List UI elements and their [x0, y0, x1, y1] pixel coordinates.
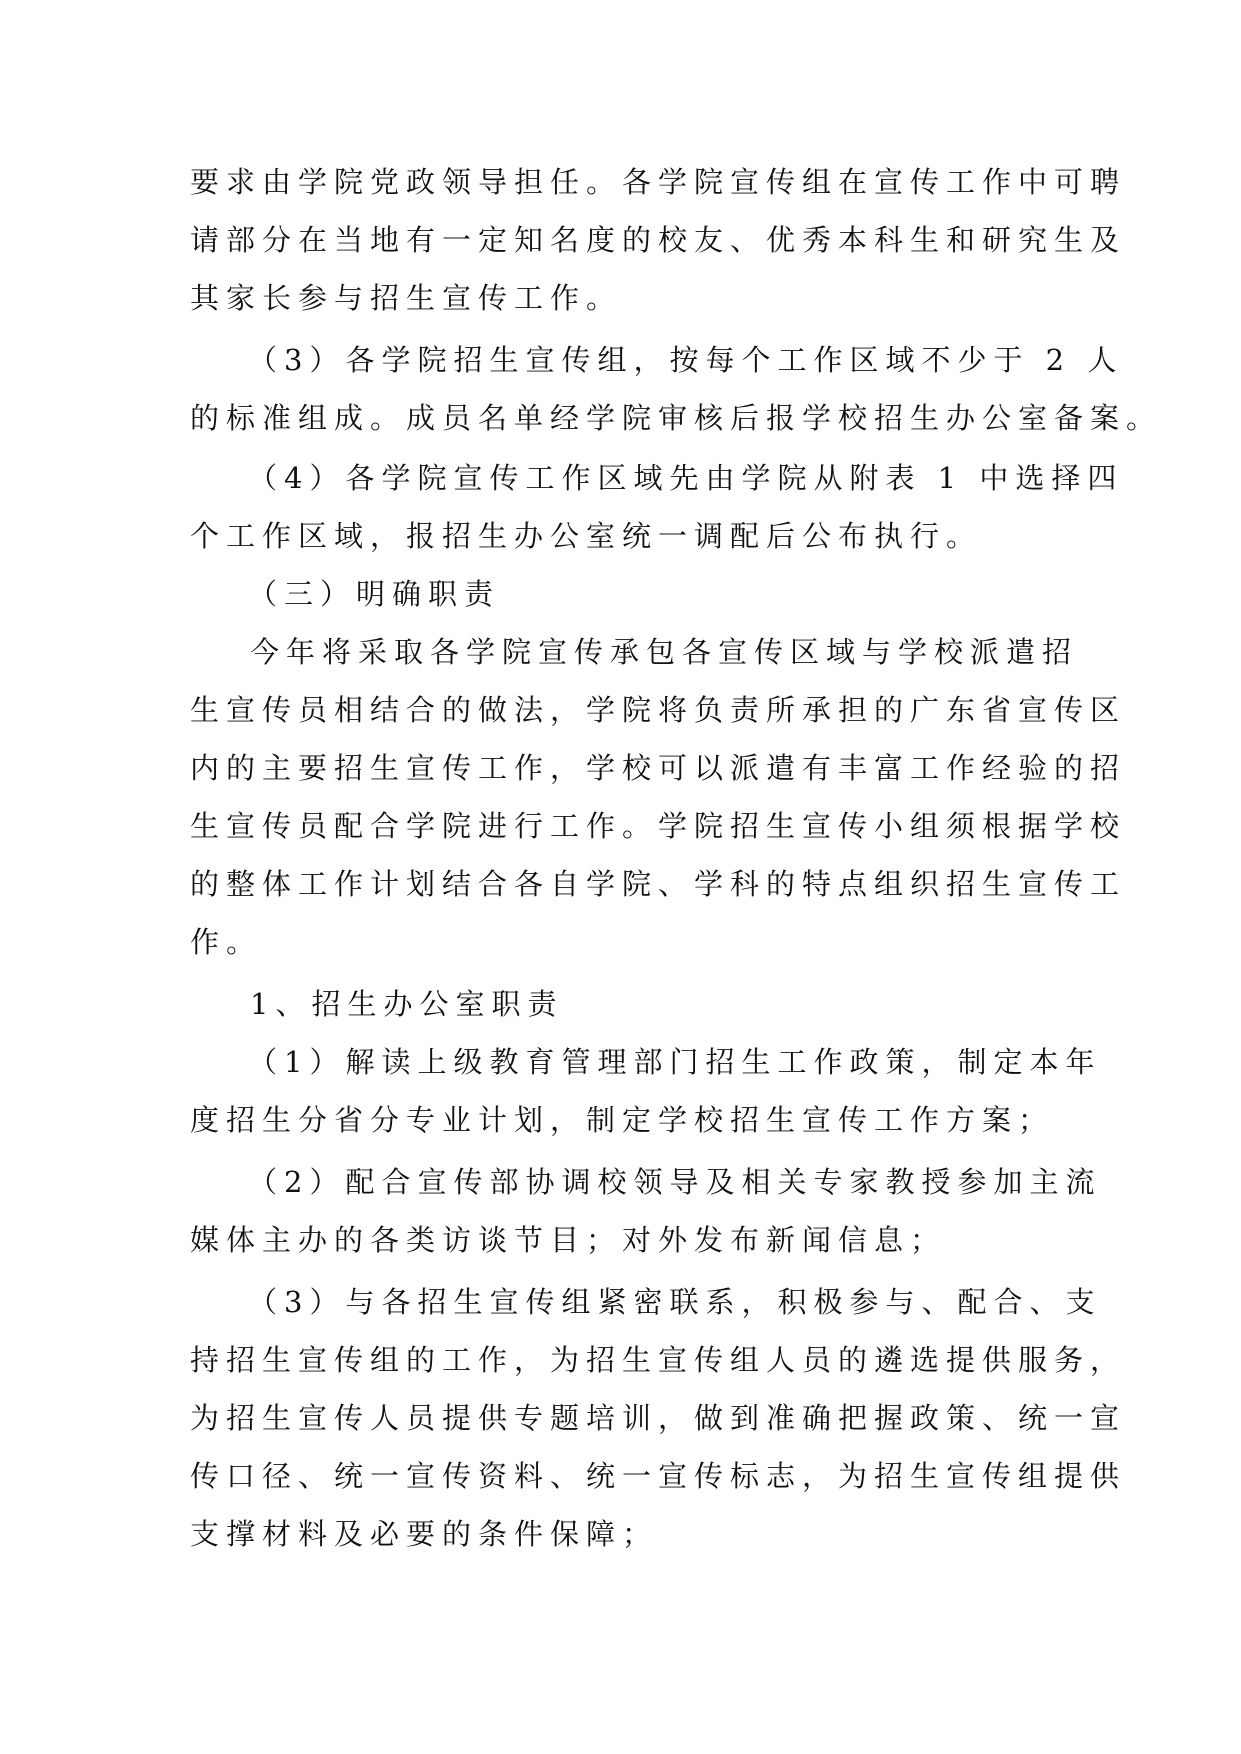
- section-heading: （三）明确职责: [248, 577, 501, 611]
- text-line: （4）各学院宣传工作区域先由学院从附表 1 中选择四: [248, 461, 1124, 495]
- text-line: 传口径、统一宣传资料、统一宣传标志，为招生宣传组提供: [190, 1459, 1127, 1493]
- text-line: 请部分在当地有一定知名度的校友、优秀本科生和研究生及: [190, 223, 1127, 257]
- text-line: 的标准组成。成员名单经学院审核后报学校招生办公室备案。: [190, 401, 1163, 435]
- text-line: 要求由学院党政领导担任。各学院宣传组在宣传工作中可聘: [190, 165, 1127, 199]
- text-line: 个工作区域，报招生办公室统一调配后公布执行。: [190, 519, 983, 553]
- text-line: 为招生宣传人员提供专题培训，做到准确把握政策、统一宣: [190, 1401, 1127, 1435]
- text-line: 内的主要招生宣传工作，学校可以派遣有丰富工作经验的招: [190, 751, 1127, 785]
- text-line: 生宣传员相结合的做法，学院将负责所承担的广东省宣传区: [190, 693, 1127, 727]
- text-line: 其家长参与招生宣传工作。: [190, 281, 623, 315]
- subsection-heading: 1、招生办公室职责: [250, 987, 564, 1021]
- text-line: 的整体工作计划结合各自学院、学科的特点组织招生宣传工: [190, 867, 1127, 901]
- text-line: （2）配合宣传部协调校领导及相关专家教授参加主流: [248, 1165, 1102, 1199]
- text-line: 生宣传员配合学院进行工作。学院招生宣传小组须根据学校: [190, 809, 1127, 843]
- text-line: 持招生宣传组的工作，为招生宣传组人员的遴选提供服务，: [190, 1343, 1127, 1377]
- text-line: （3）与各招生宣传组紧密联系，积极参与、配合、支: [248, 1285, 1102, 1319]
- text-line: （1）解读上级教育管理部门招生工作政策，制定本年: [248, 1045, 1102, 1079]
- text-line: （3）各学院招生宣传组，按每个工作区域不少于 2 人: [248, 343, 1124, 377]
- text-line: 支撑材料及必要的条件保障；: [190, 1517, 659, 1551]
- text-line: 作。: [190, 925, 263, 959]
- text-line: 度招生分省分专业计划，制定学校招生宣传工作方案；: [190, 1103, 1055, 1137]
- text-line: 今年将采取各学院宣传承包各宣传区域与学校派遣招: [250, 635, 1079, 669]
- text-line: 媒体主办的各类访谈节目；对外发布新闻信息；: [190, 1223, 947, 1257]
